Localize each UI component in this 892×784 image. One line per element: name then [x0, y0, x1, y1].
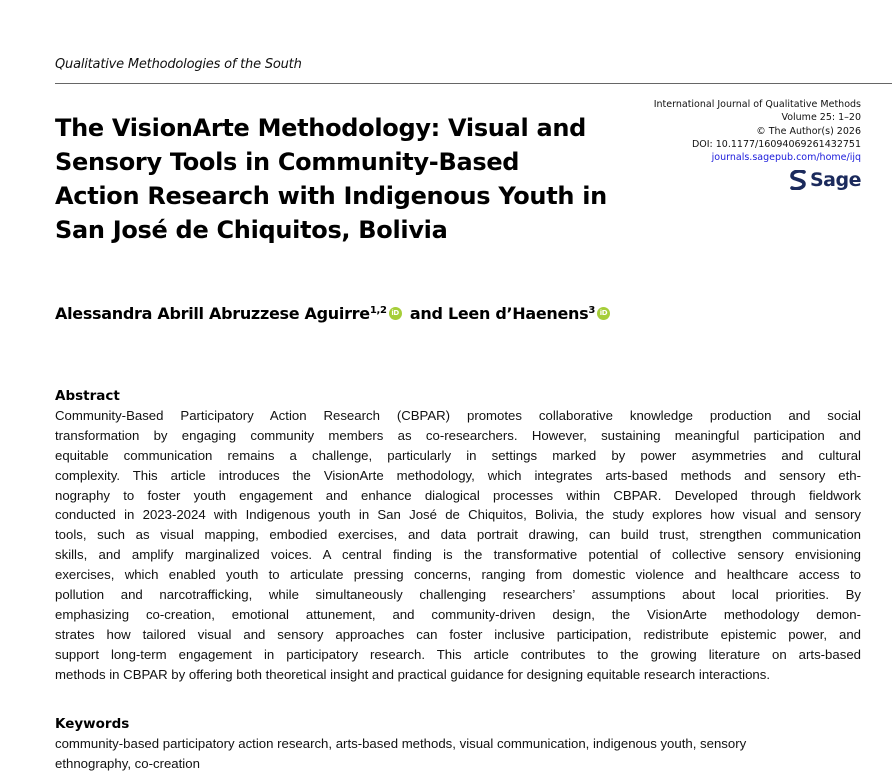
keywords-heading: Keywords — [55, 716, 130, 732]
sage-s-icon — [790, 170, 806, 190]
orcid-icon[interactable] — [389, 307, 402, 320]
journal-copyright: © The Author(s) 2026 — [756, 125, 861, 137]
authors — [55, 304, 613, 323]
abstract-line: transformation by engaging community members as co-researchers. However, sustaining meaningful participation and — [55, 427, 861, 443]
abstract-heading: Abstract — [55, 388, 120, 404]
title-line: San José de Chiquitos, Bolivia — [55, 216, 448, 244]
abstract-line: support long-term engagement in participatory research. This article contributes to the growing literature on arts-based — [55, 646, 861, 662]
author-affiliation: 3 — [588, 305, 596, 316]
sage-logo — [790, 169, 861, 191]
keywords-line: community-based participatory action research, arts-based methods, visual communication, indigenous youth, sensory — [55, 736, 747, 751]
abstract-line: Community-Based Participatory Action Research (CBPAR) promotes collaborative knowledge production and social — [55, 408, 861, 423]
author-name: Leen d’Haenens — [447, 304, 589, 323]
orcid-icon[interactable] — [597, 307, 610, 320]
abstract-line: emphasizing co-creation, emotional attunement, and community-driven design, the VisionArte methodology demon- — [55, 606, 861, 622]
keywords-line: ethnography, co-creation — [55, 756, 200, 771]
abstract-body — [55, 406, 861, 684]
journal-info — [654, 98, 861, 164]
title-line: The VisionArte Methodology: Visual and — [55, 114, 587, 142]
author-separator: and — [409, 304, 443, 323]
abstract-line: pollution and narcotrafficking, while simultaneously challenging researchers’ assumptions about local priorities. By — [55, 587, 861, 603]
section-label: Qualitative Methodologies of the South — [55, 57, 302, 72]
sage-logo-text: Sage — [810, 169, 861, 191]
abstract-line: skills, and amplify marginalized voices. A central finding is the transformative potential of collective sensory envisioning — [55, 547, 861, 563]
title-line: Action Research with Indigenous Youth in — [55, 182, 607, 210]
abstract-line: conducted in 2023-2024 with Indigenous youth in San José de Chiquitos, Bolivia, the study explores how visual and sensory — [55, 507, 861, 523]
abstract-line: exercises, which enabled youth to articulate pressing concerns, ranging from domestic violence and healthcare access to — [55, 567, 861, 583]
keywords-body — [55, 734, 861, 774]
journal-volume: Volume 25: 1–20 — [781, 112, 861, 124]
journal-name: International Journal of Qualitative Methods — [653, 99, 861, 110]
abstract-line: nography to foster youth engagement and enhance dialogical processes within CBPAR. Developed through fieldwork — [55, 487, 861, 503]
article-title — [55, 111, 635, 247]
abstract-line: equitable communication remains a challenge, particularly in settings marked by power asymmetries and cultural — [55, 447, 861, 463]
abstract-line: strates how tailored visual and sensory approaches can foster inclusive participation, redistribute epistemic power, and — [55, 626, 861, 642]
title-line: Sensory Tools in Community-Based — [55, 148, 520, 176]
abstract-line: tools, such as visual mapping, embodied exercises, and data portrait drawing, can build trust, strengthen communication — [55, 527, 861, 543]
journal-url-link[interactable]: journals.sagepub.com/home/ijq — [711, 152, 861, 164]
author-affiliation: 1,2 — [369, 305, 387, 316]
journal-doi: DOI: 10.1177/16094069261432751 — [691, 138, 861, 150]
abstract-line: complexity. This article introduces the VisionArte methodology, which integrates arts-based methods and sensory eth- — [55, 467, 861, 483]
abstract-line: methods in CBPAR by offering both theoretical insight and practical guidance for designing equitable research interactions. — [55, 666, 770, 682]
header-rule — [55, 83, 892, 84]
author-name: Alessandra Abrill Abruzzese Aguirre — [55, 304, 370, 323]
